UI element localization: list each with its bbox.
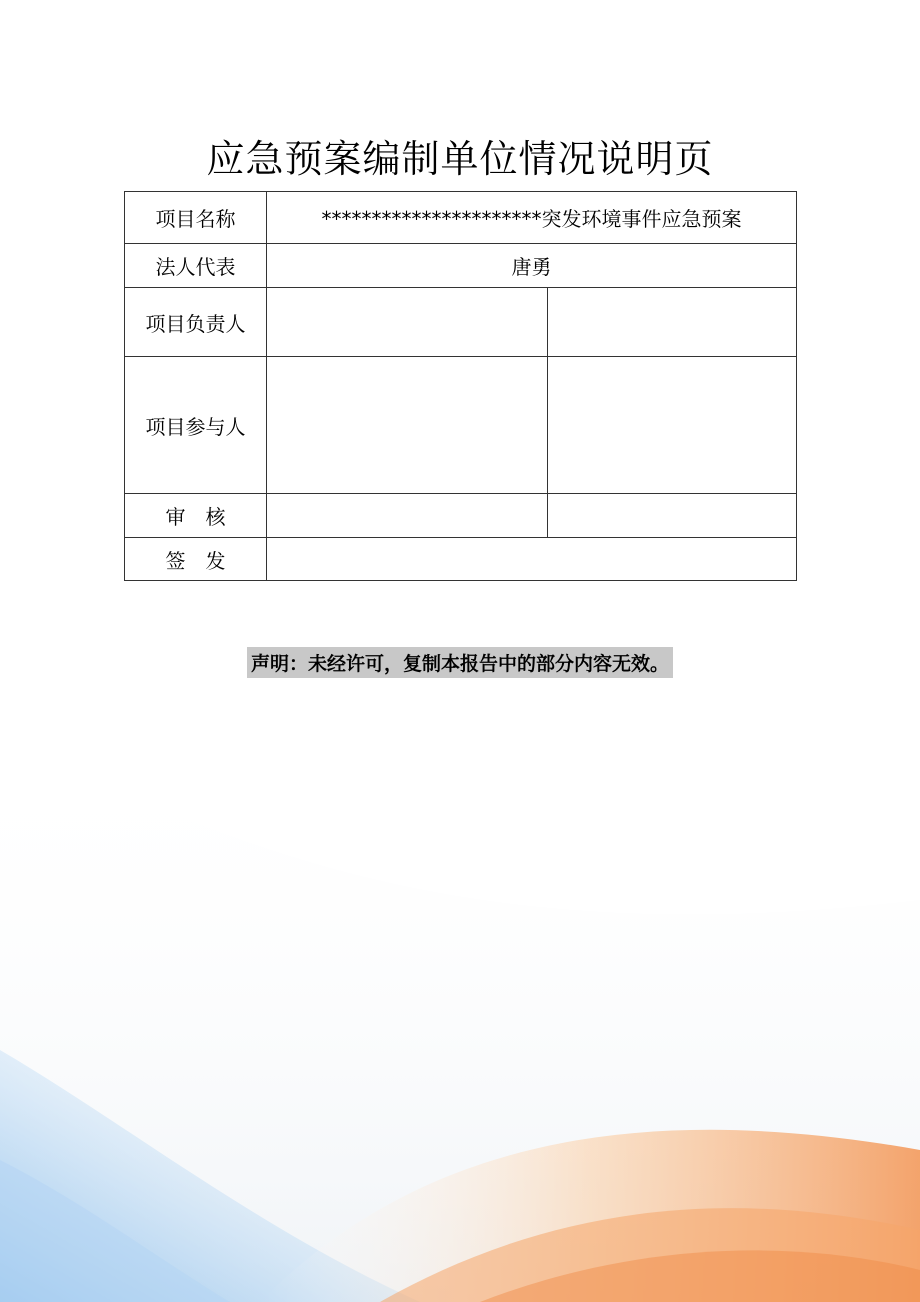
project-leader-label: 项目负责人: [125, 288, 267, 357]
copyright-notice: 声明：未经许可，复制本报告中的部分内容无效。: [247, 647, 673, 678]
project-participants-cell-1: [267, 357, 548, 494]
table-row: [125, 357, 797, 494]
project-leader-cell-2: [548, 288, 797, 357]
project-participants-cell-2: [548, 357, 797, 494]
table-row: [125, 244, 797, 288]
project-name-value: **********************突发环境事件应急预案: [267, 192, 797, 244]
page-title: 应急预案编制单位情况说明页: [206, 137, 714, 181]
review-cell-1: [267, 494, 548, 538]
table-row: [125, 538, 797, 581]
issue-label: 签 发: [125, 538, 267, 581]
legal-representative-label: 法人代表: [125, 244, 267, 288]
legal-representative-value: 唐勇: [267, 244, 797, 288]
table-row: [125, 192, 797, 244]
review-label: 审 核: [125, 494, 267, 538]
table-row: [125, 288, 797, 357]
project-name-label: 项目名称: [125, 192, 267, 244]
notice-container: [0, 647, 920, 678]
table-row: [125, 494, 797, 538]
issue-cell: [267, 538, 797, 581]
unit-info-table: [124, 191, 797, 581]
review-cell-2: [548, 494, 797, 538]
project-leader-cell-1: [267, 288, 548, 357]
project-participants-label: 项目参与人: [125, 357, 267, 494]
